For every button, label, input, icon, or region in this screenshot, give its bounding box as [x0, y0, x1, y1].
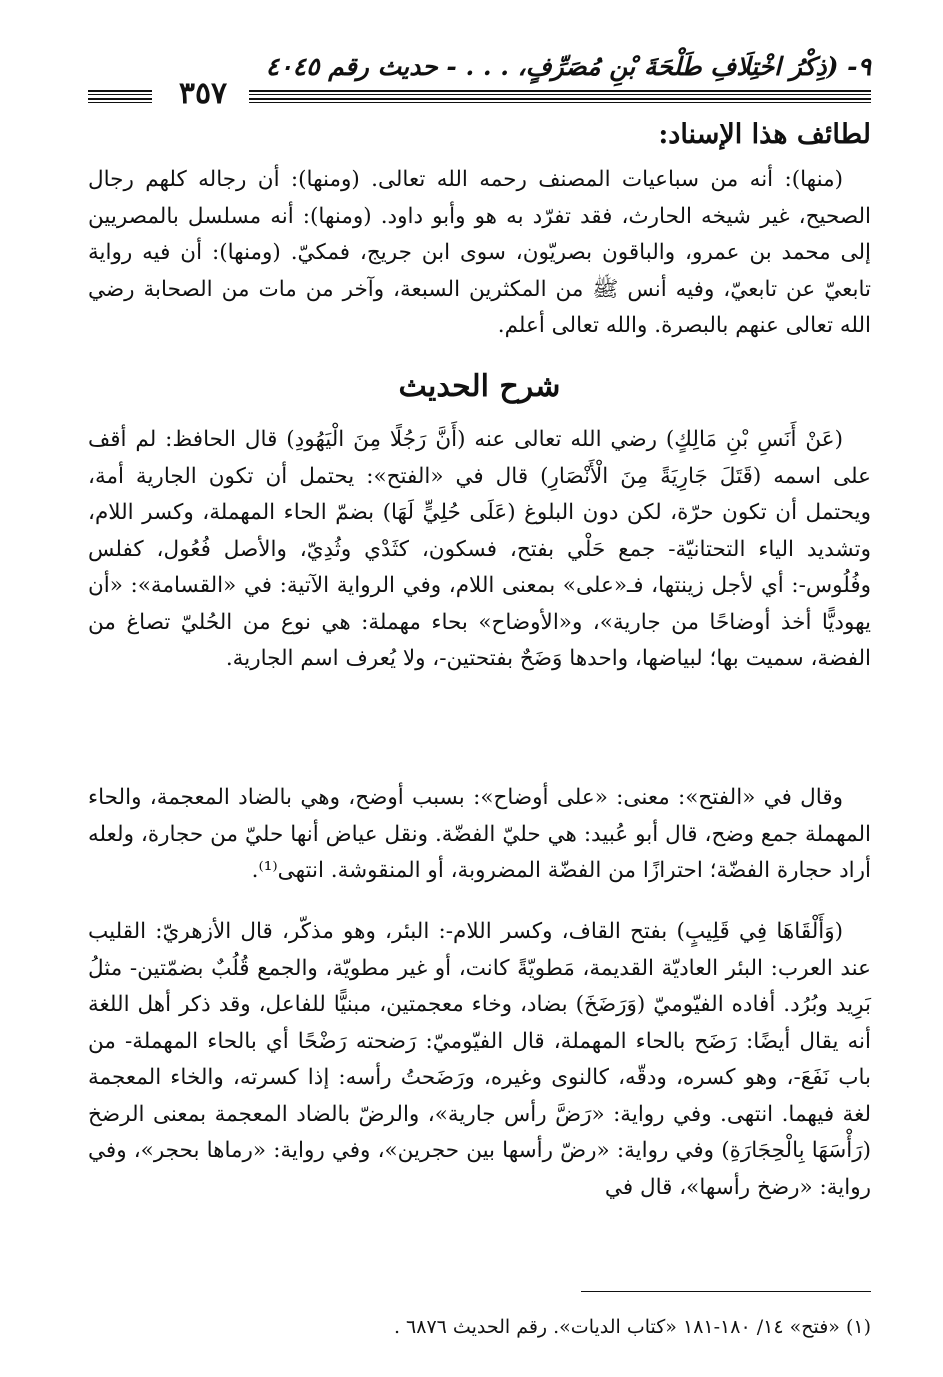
sharh-paragraph-3 — [88, 914, 871, 1206]
header-rule — [249, 90, 871, 95]
header-rule-lower — [249, 98, 871, 103]
section-heading-isnad: لطائف هذا الإسناد: — [658, 119, 871, 150]
footnote: (١) «فتح» ١٤/ ١٨٠-١٨١ «كتاب الديات». رقم الحديث ٦٨٧٦ . — [393, 1316, 871, 1338]
paragraph: (منها): أنه من سباعيات المصنف رحمه الله تعالى. (ومنها): أن رجاله كلهم رجال الصحيح، غير شيخه الحارث، فقد تفرّد به هو وأبو داود. (ومنها): أنه مسلسل بالمصريين إلى محمد بن عمرو، والباقون بصريّون، سوى ابن جريج، فمكيّ. (ومنها): أن فيه رواية تابعيّ عن تابعيّ، وفيه أنس ﷺ من المكثرين السبعة، وآخر من مات من الصحابة رضي الله تعالى عنهم بالبصرة. والله تعالى أعلم. — [88, 167, 871, 338]
paragraph: (وَأَلْقَاهَا فِي قَلِيبٍ) بفتح القاف، وكسر اللام-: البئر، وهو مذكّر، قال الأزهريّ: القليب عند العرب: البئر العاديّة القديمة، مَطويّةً كانت، أو غير مطويّة، والجمع قُلُبٌ بضمّتين- مثلُ بَرِيد وبُرُد. أفاده الفيّوميّ (وَرَضَخَ) بضاد، وخاء معجمتين، مبنيًّا للفاعل، وقد ذكر أهل اللغة أنه يقال أيضًا: رَضَح بالحاء المهملة، قال الفيّوميّ: رَضحته رَضْحًا أي بالحاء المهملة- من باب نَفَعَ-، وهو كسره، ودقّه، كالنوى وغيره، ورَضَحتُ رأسه: إذا كسرته، والخاء المعجمة لغة فيهما. انتهى. وفي رواية: «رَضَّ رأس جارية»، والرضّ بالضاد المعجمة بمعنى الرضخ (رَأْسَهَا بِالْحِجَارَةِ) وفي رواية: «رضّ رأسها بين حجرين»، وفي رواية: «رماها بحجر»، وفي رواية: «رضخ رأسها»، قال في — [88, 919, 871, 1200]
page-number-rule-lower — [88, 98, 152, 103]
page-number-rule — [88, 90, 152, 95]
running-title: ٩- (ذِكْرُ اخْتِلَافِ طَلْحَةَ بْنِ مُصَرِّفٍ، . . . - حديث رقم ٤٠٤٥ — [265, 52, 871, 81]
sharh-paragraph-1 — [88, 422, 871, 678]
paragraph: (عَنْ أَنَسِ بْنِ مَالِكٍ) رضي الله تعالى عنه (أَنَّ رَجُلًا مِنَ الْيَهُودِ) قال الحافظ: لم أقف على اسمه (قَتَلَ جَارِيَةً مِنَ الْأَنْصَارِ) قال في «الفتح»: يحتمل أن تكون الجارية أمة، ويحتمل أن تكون حرّة، لكن دون البلوغ (عَلَى حُلِيٍّ لَهَا) بضمّ الحاء المهملة، وكسر اللام، وتشديد الياء التحتانيّة- جمع حَلْي بفتح، فسكون، كثَدْي وثُدِيّ، والأصل فُعُول، كفلس وفُلُوس-: أي لأجل زينتها، فـ«على» بمعنى اللام، وفي الرواية الآتية: في «القسامة»: «أن يهوديًّا أخذ أوضاحًا من جارية»، و«الأوضاح» بحاء مهملة: هي نوع من الحُليّ تصاغ من الفضة، سميت بها؛ لبياضها، واحدها وَضَحٌ بفتحتين-، ولا يُعرف اسم الجارية. — [88, 427, 871, 671]
section-heading-sharh: شرح الحديث — [398, 369, 561, 404]
book-page — [88, 40, 871, 1340]
footnote-rule — [581, 1291, 871, 1292]
page-number: ٣٥٧ — [178, 76, 228, 111]
sharh-paragraph-2 — [88, 780, 871, 890]
isnad-paragraph — [88, 162, 871, 345]
paragraph: وقال في «الفتح»: معنى: «على أوضاح»: بسبب أوضح، وهي بالضاد المعجمة، والحاء المهملة جمع وضح، قال أبو عُبيد: هي حليّ الفضّة. ونقل عياض أنها حليّ من حجارة، ولعله أراد حجارة الفضّة؛ احترازًا من الفضّة المضروبة، أو المنقوشة. انتهى⁽¹⁾. — [88, 785, 871, 883]
